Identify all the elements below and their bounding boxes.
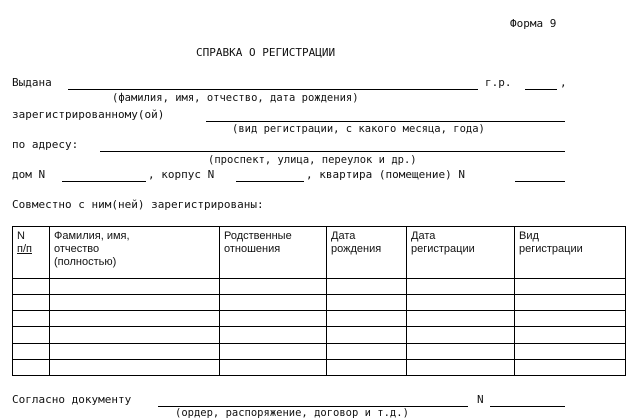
table-row (13, 327, 626, 343)
birth-year-label: г.р. (485, 76, 512, 89)
table-cell[interactable] (220, 343, 327, 359)
table-header-row (13, 227, 626, 279)
table-cell[interactable] (407, 278, 515, 294)
table-row (13, 311, 626, 327)
table-cell[interactable] (220, 278, 327, 294)
apartment-label: , квартира (помещение) N (306, 168, 465, 181)
address-label: по адресу: (12, 138, 79, 151)
building-label: , корпус N (148, 168, 215, 181)
document-number-label: N (477, 393, 484, 406)
table-cell[interactable] (515, 294, 626, 310)
registration-type-field[interactable] (206, 121, 565, 122)
cohabitants-table (12, 226, 626, 376)
table-cell[interactable] (220, 294, 327, 310)
birth-year-field[interactable] (525, 89, 557, 90)
table-cell[interactable] (50, 327, 220, 343)
issued-label: Выдана (12, 76, 52, 89)
table-cell[interactable] (50, 359, 220, 375)
form-number: Форма 9 (510, 17, 557, 30)
document-number-field[interactable] (490, 406, 565, 407)
header-cell-number: N п/п (13, 227, 50, 279)
house-field[interactable] (62, 181, 146, 182)
table-cell[interactable] (13, 343, 50, 359)
table-cell[interactable] (50, 343, 220, 359)
table-cell[interactable] (407, 359, 515, 375)
table-cell[interactable] (50, 311, 220, 327)
document-title: СПРАВКА О РЕГИСТРАЦИИ (196, 46, 336, 59)
table-cell[interactable] (407, 294, 515, 310)
issued-trailing-comma: , (560, 76, 567, 89)
address-field[interactable] (100, 151, 565, 152)
table-cell[interactable] (407, 327, 515, 343)
building-field[interactable] (236, 181, 304, 182)
header-cell-registration-type: Вид регистрации (515, 227, 626, 279)
table-cell[interactable] (220, 359, 327, 375)
table-cell[interactable] (327, 294, 407, 310)
table-cell[interactable] (327, 311, 407, 327)
table-cell[interactable] (220, 327, 327, 343)
table-cell[interactable] (13, 311, 50, 327)
table-cell[interactable] (13, 278, 50, 294)
table-row (13, 343, 626, 359)
issued-to-field[interactable] (68, 89, 478, 90)
document-label: Согласно документу (12, 393, 132, 406)
table-cell[interactable] (515, 311, 626, 327)
table-row (13, 294, 626, 310)
table-cell[interactable] (515, 278, 626, 294)
house-label: дом N (12, 168, 46, 181)
table-cell[interactable] (407, 343, 515, 359)
table-row (13, 278, 626, 294)
table-cell[interactable] (50, 278, 220, 294)
apartment-field[interactable] (515, 181, 565, 182)
address-hint: (проспект, улица, переулок и др.) (208, 154, 417, 166)
table-cell[interactable] (515, 327, 626, 343)
header-cell-registration-date: Дата регистрации (407, 227, 515, 279)
table-row (13, 359, 626, 375)
document-hint: (ордер, распоряжение, договор и т.д.) (175, 407, 409, 419)
table-cell[interactable] (220, 311, 327, 327)
table-cell[interactable] (50, 294, 220, 310)
header-cell-birth-date: Дата рождения (327, 227, 407, 279)
table-cell[interactable] (515, 343, 626, 359)
table-cell[interactable] (515, 359, 626, 375)
cohabitants-label: Совместно с ним(ней) зарегистрированы: (12, 198, 264, 211)
table-cell[interactable] (327, 343, 407, 359)
registered-label: зарегистрированному(ой) (12, 108, 165, 121)
header-cell-full-name: Фамилия, имя, отчество (полностью) (50, 227, 220, 279)
table-cell[interactable] (327, 327, 407, 343)
registration-hint: (вид регистрации, с какого месяца, года) (232, 123, 485, 135)
table-cell[interactable] (13, 327, 50, 343)
name-hint: (фамилия, имя, отчество, дата рождения) (112, 92, 359, 104)
table-cell[interactable] (407, 311, 515, 327)
table-cell[interactable] (13, 294, 50, 310)
header-cell-relationship: Родственные отношения (220, 227, 327, 279)
table-cell[interactable] (13, 359, 50, 375)
table-cell[interactable] (327, 278, 407, 294)
table-cell[interactable] (327, 359, 407, 375)
